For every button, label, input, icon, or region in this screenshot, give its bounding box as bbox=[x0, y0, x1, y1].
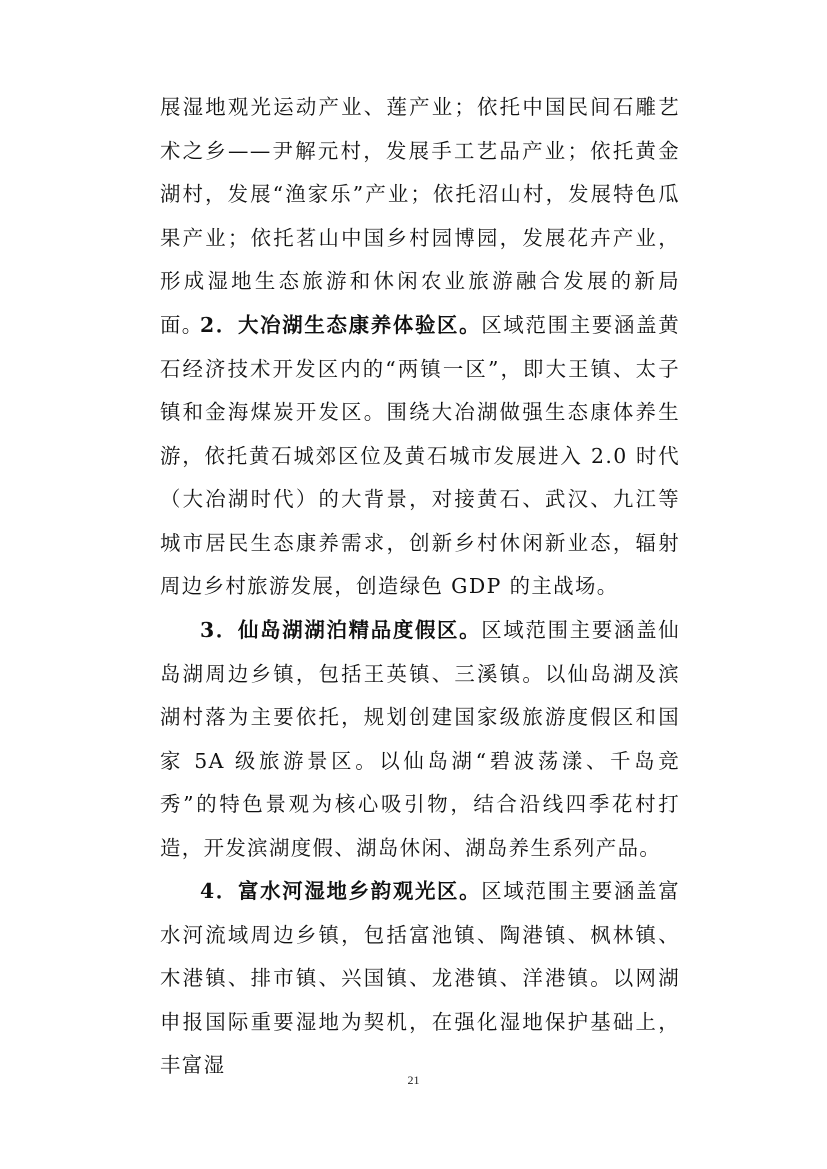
paragraph-4-text: 区域范围主要涵盖富水河流域周边乡镇，包括富池镇、陶港镇、枫林镇、木港镇、排市镇、兴国镇、龙港镇、洋港镇。以网湖申报国际重要湿地为契机，在强化湿地保护基础上，丰富湿 bbox=[160, 879, 681, 1077]
paragraph-2-text: 区域范围主要涵盖黄石经济技术开发区内的“两镇一区”，即大王镇、太子镇和金海煤炭开发区。围绕大冶湖做强生态康体养生游，依托黄石城郊区位及黄石城市发展进入 2.0 时代（大冶湖时代）的大背景，对接黄石、武汉、九江等城市居民生态康养需求，创新乡村休闲新业态，辐射周边乡村旅游发展，创造绿色 GDP 的主战场。 bbox=[160, 313, 681, 598]
paragraph-4 bbox=[160, 870, 680, 1088]
paragraph-3-text: 区域范围主要涵盖仙岛湖周边乡镇，包括王英镇、三溪镇。以仙岛湖及滨湖村落为主要依托，规划创建国家级旅游度假区和国家 5A 级旅游景区。以仙岛湖“碧波荡漾、千岛竞秀”的特色景观为核心吸引物，结合沿线四季花村打造，开发滨湖度假、湖岛休闲、湖岛养生系列产品。 bbox=[160, 618, 681, 860]
paragraph-2 bbox=[160, 304, 680, 609]
paragraph-3-heading: 3．仙岛湖湖泊精品度假区。 bbox=[200, 618, 482, 642]
paragraph-4-heading: 4．富水河湿地乡韵观光区。 bbox=[200, 879, 482, 903]
paragraph-2-heading: 2．大冶湖生态康养体验区。 bbox=[200, 313, 482, 337]
page-number: 21 bbox=[407, 1073, 420, 1087]
paragraph-3 bbox=[160, 609, 680, 870]
paragraph-1-text: 展湿地观光运动产业、莲产业；依托中国民间石雕艺术之乡——尹解元村，发展手工艺品产业；依托黄金湖村，发展“渔家乐”产业；依托沼山村，发展特色瓜果产业；依托茗山中国乡村园博园，发展花卉产业，形成湿地生态旅游和休闲农业旅游融合发展的新局面。 bbox=[160, 95, 680, 337]
